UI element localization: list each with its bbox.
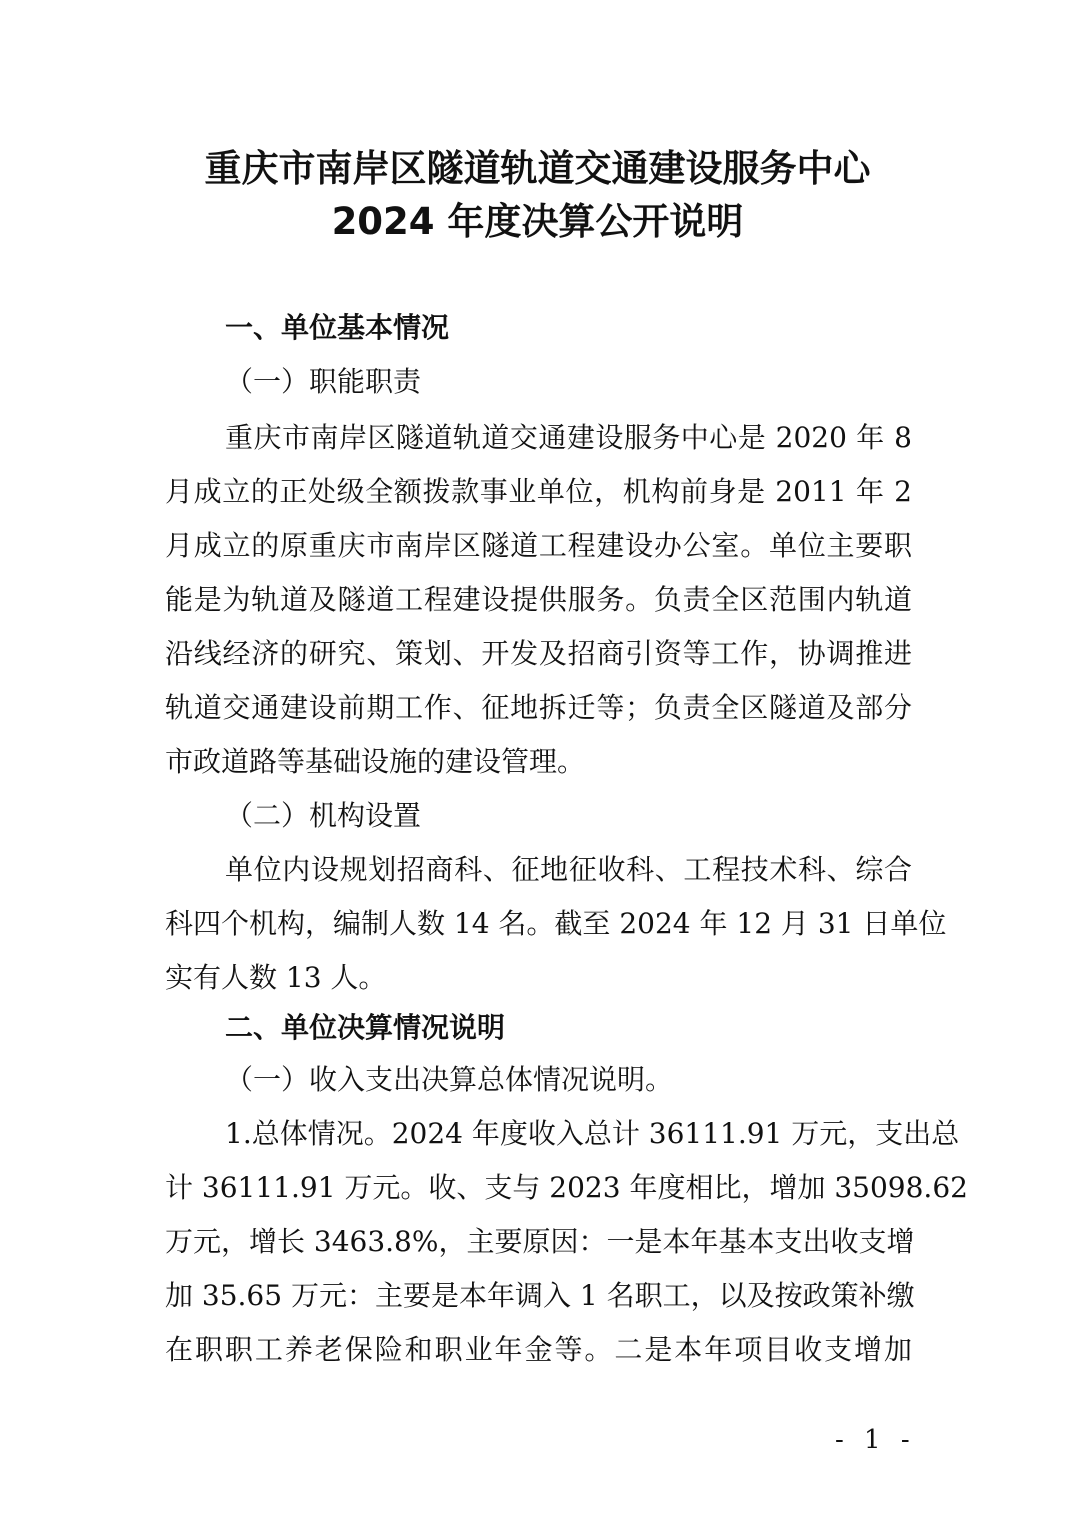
paragraph-line: 单位内设规划招商科、征地征收科、工程技术科、综合	[225, 853, 912, 886]
subsection-heading: （一）收入支出决算总体情况说明。	[225, 1063, 674, 1096]
paragraph-line: 重庆市南岸区隧道轨道交通建设服务中心是 2020 年 8	[225, 421, 912, 454]
paragraph-line: 实有人数 13 人。	[165, 961, 387, 994]
paragraph-line: 轨道交通建设前期工作、征地拆迁等；负责全区隧道及部分	[165, 691, 912, 724]
paragraph-line: 能是为轨道及隧道工程建设提供服务。负责全区范围内轨道	[165, 583, 912, 616]
paragraph-line: 万元，增长 3463.8%，主要原因：一是本年基本支出收支增	[165, 1225, 915, 1258]
paragraph-line: 市政道路等基础设施的建设管理。	[165, 745, 586, 778]
document-title-line-2: 2024 年度决算公开说明	[331, 200, 744, 243]
paragraph-line: 月成立的正处级全额拨款事业单位，机构前身是 2011 年 2	[165, 475, 912, 508]
subsection-heading: （一）职能职责	[225, 365, 422, 398]
paragraph-line: 加 35.65 万元：主要是本年调入 1 名职工，以及按政策补缴	[165, 1279, 915, 1312]
subsection-heading: （二）机构设置	[225, 799, 422, 832]
paragraph-line: 1.总体情况。2024 年度收入总计 36111.91 万元，支出总	[225, 1117, 960, 1150]
paragraph-line: 计 36111.91 万元。收、支与 2023 年度相比，增加 35098.62	[165, 1171, 968, 1204]
page-number: - 1 -	[835, 1425, 916, 1455]
paragraph-line: 月成立的原重庆市南岸区隧道工程建设办公室。单位主要职	[165, 529, 912, 562]
section-heading: 一、单位基本情况	[225, 311, 450, 344]
document-title-line-1: 重庆市南岸区隧道轨道交通建设服务中心	[204, 147, 871, 190]
paragraph-line: 科四个机构，编制人数 14 名。截至 2024 年 12 月 31 日单位	[165, 907, 947, 940]
paragraph-line: 在职职工养老保险和职业年金等。二是本年项目收支增加	[165, 1333, 912, 1366]
section-heading: 二、单位决算情况说明	[225, 1011, 506, 1044]
paragraph-line: 沿线经济的研究、策划、开发及招商引资等工作，协调推进	[165, 637, 912, 670]
